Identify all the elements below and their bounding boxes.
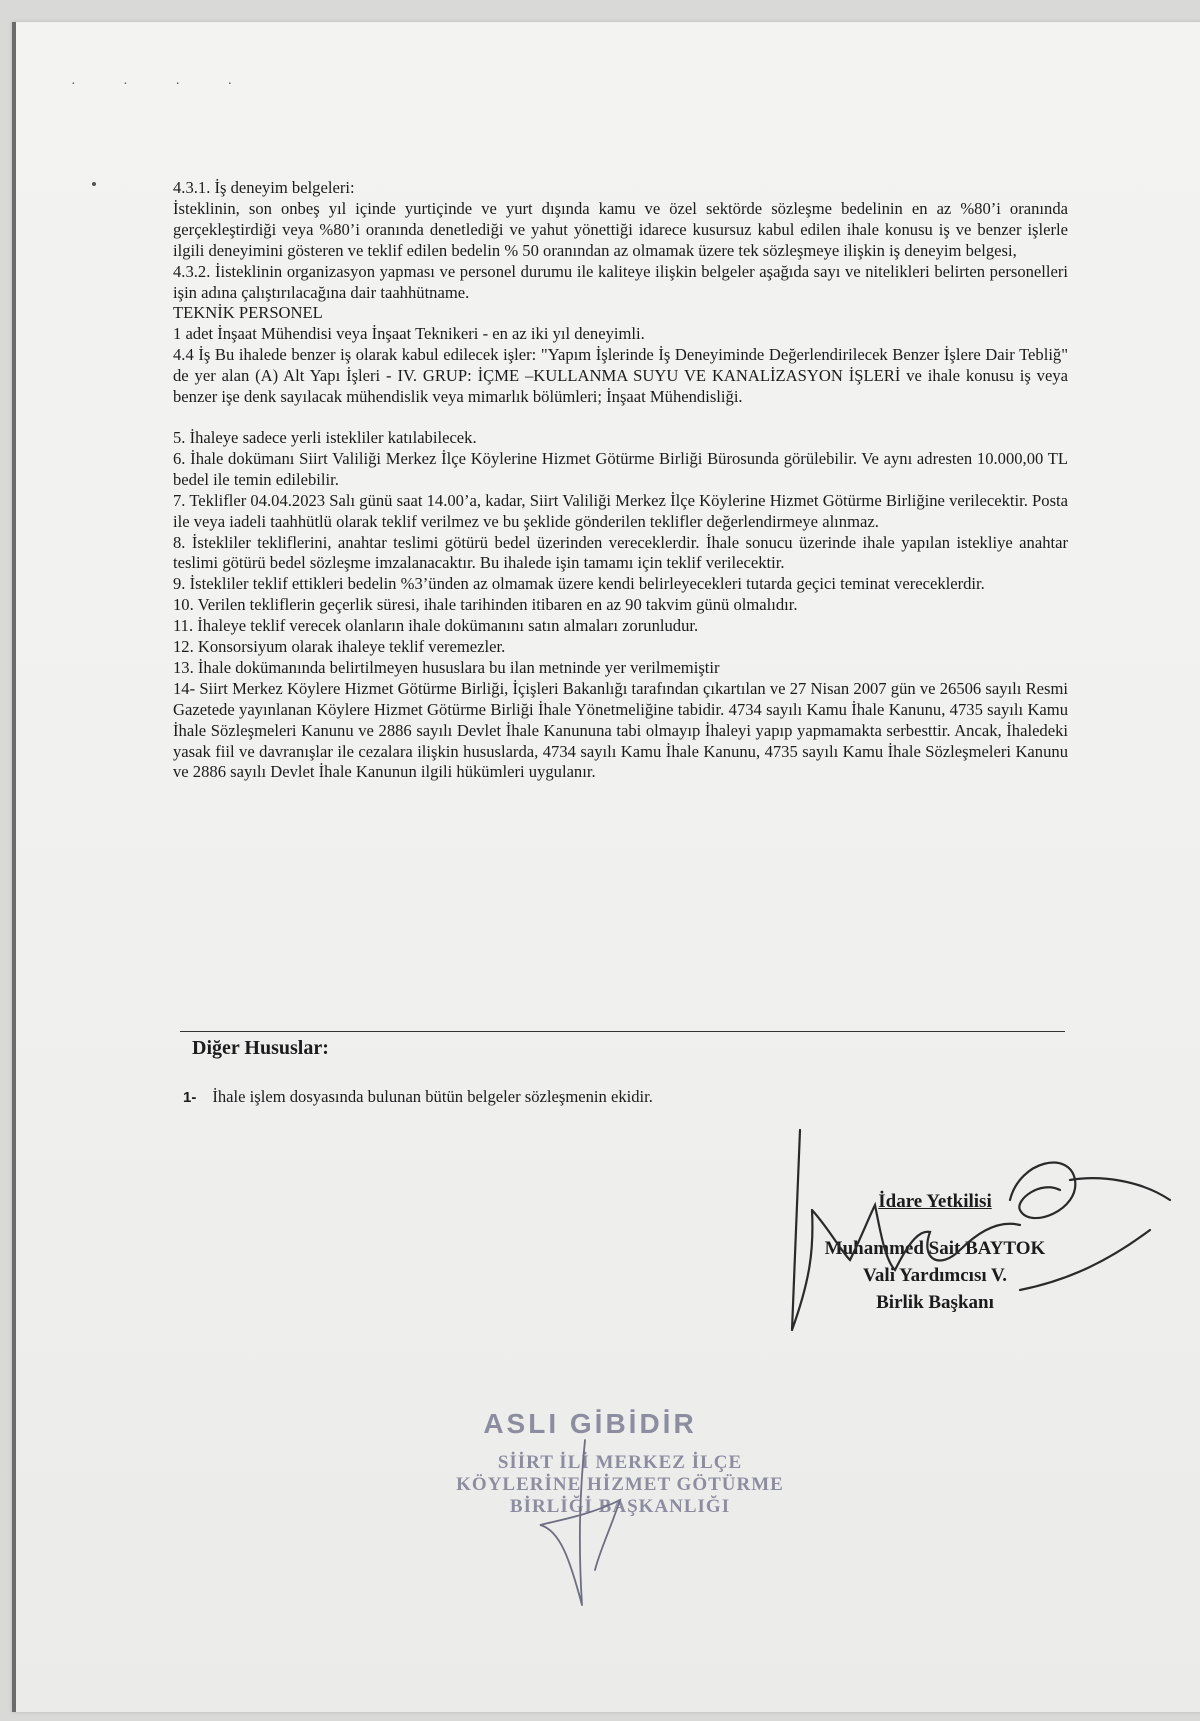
paragraph-6: 6. İhale dokümanı Siirt Valiliği Merkez İlçe Köylerine Hizmet Götürme Birliği Bürosunda görülebilir. Ve aynı adresten 10.000,00 TL bedel ile temin edilebilir.	[173, 448, 1068, 489]
paragraph-5: 5. İhaleye sadece yerli istekliler katılabilecek.	[173, 427, 477, 447]
paragraph-8: 8. İstekliler tekliflerini, anahtar teslimi götürü bedel üzerinden vereceklerdir. İhale sonucu üzerinde ihale yapılan istekliye anahtar teslimi götürü bedel sözleşme imzalanacaktır. Bu ihalede işin tamamı için teklif verilecektir.	[173, 532, 1068, 573]
stamp-line-2: SİİRT İLİ MERKEZ İLÇE	[497, 1452, 743, 1473]
paragraph-13: 13. İhale dokümanında belirtilmeyen hususlara bu ilan metninde yer verilmemiştir	[173, 657, 720, 677]
paragraph-11: 11. İhaleye teklif verecek olanların ihale dokümanını satın almaları zorunludur.	[173, 616, 699, 636]
signatory-title-2: Birlik Başkanı	[876, 1292, 994, 1313]
handwritten-signature	[770, 1120, 1190, 1340]
paragraph-432: 4.3.2. İisteklinin organizasyon yapması ve personel durumu ile kaliteye ilişkin belgeler aşağıda sayı ve nitelikleri belirten personelleri işin adına çalıştırılacağına dair taahhütname.	[173, 261, 1068, 302]
paragraph-431: İsteklinin, son onbeş yıl içinde yurtiçinde ve yurt dışında kamu ve özel sektörde sözleşme bedelinin en az %80’i oranında gerçekleştirdiği veya %80’i oranında denetlediği ve yahut yönettiği idarece kusursuz kabul edilen ihale konusu iş ve benzer işlerle ilgili deneyimini gösteren ve teklif edilen bedelin % 50 oranından az olmamak üzere tek sözleşmeye ilişkin iş deneyim belgesi,	[173, 198, 1068, 260]
stamp-certified-copy: ASLI GİBİDİR	[483, 1408, 697, 1439]
stamp-signature	[500, 1430, 680, 1610]
item-number: 1-	[183, 1089, 197, 1106]
signatory-name: Muhammed Sait BAYTOK	[824, 1238, 1046, 1259]
paragraph-12: 12. Konsorsiyum olarak ihaleye teklif veremezler.	[173, 637, 506, 657]
other-matters-title: Diğer Hususlar:	[192, 1037, 329, 1059]
scan-dot	[92, 182, 96, 186]
heading-technical-staff: TEKNİK PERSONEL	[173, 303, 323, 323]
section-divider	[180, 1031, 1065, 1032]
paragraph-44: 4.4 İş Bu ihalede benzer iş olarak kabul edilecek işler: "Yapım İşlerinde İş Deneyiminde Değerlendirilecek Benzer İşlere Dair Tebliğ" de yer alan (A) Alt Yapı İşleri - IV. GRUP: İÇME –KULLANMA SUYU VE KANALİZASYON İŞLERİ ve ihale konusu iş veya benzer işe denk sayılacak mühendislik veya mimarlık bölümleri; İnşaat Mühendisliği.	[173, 345, 1068, 407]
stamp-line-3: KÖYLERİNE HİZMET GÖTÜRME	[456, 1474, 784, 1495]
stamp-line-4: BİRLİĞİ BAŞKANLIĞI	[509, 1496, 731, 1517]
heading-431: 4.3.1. İş deneyim belgeleri:	[173, 178, 355, 197]
paragraph-10: 10. Verilen tekliflerin geçerlik süresi, ihale tarihinden itibaren en az 90 takvim günü olmalıdır.	[173, 595, 798, 615]
scan-marks: · · · ·	[71, 77, 255, 92]
paragraph-14: 14- Siirt Merkez Köylere Hizmet Götürme Birliği, İçişleri Bakanlığı tarafından çıkartılan ve 27 Nisan 2007 gün ve 26506 sayılı Resmi Gazetede yayınlanan Köylere Hizmet Götürme Birliği İhale Yönetmeliğine tabidir. 4734 sayılı Kamu İhale Kanunu, 4735 sayılı Kamu İhale Sözleşmeleri Kanunu ve 2886 sayılı Devlet İhale Kanununa tabi olmayıp İhaleyi yapıp yapmamakta serbesttir. Ancak, İhaledeki yasak fiil ve davranışlar ile cezalara ilişkin hususlarda, 4734 sayılı Kamu İhale Kanunu, 4735 sayılı Kamu İhale Sözleşmeleri Kanunu ve 2886 sayılı Devlet İhale Kanunun ilgili hükümleri uygulanır.	[173, 678, 1068, 782]
paragraph-9: 9. İstekliler teklif ettikleri bedelin %3’ünden az olmamak üzere kendi belirleyecekleri tutarda geçici teminat vereceklerdir.	[173, 574, 985, 594]
paragraph-staff: 1 adet İnşaat Mühendisi veya İnşaat Teknikeri - en az iki yıl deneyimli.	[173, 324, 645, 344]
signatory-role: İdare Yetkilisi	[878, 1191, 992, 1212]
tender-conditions	[173, 178, 1068, 783]
item-text: İhale işlem dosyasında bulunan bütün belgeler sözleşmenin ekidir.	[212, 1087, 653, 1106]
signatory-title: Vali Yardımcısı V.	[862, 1265, 1008, 1286]
other-matters-item	[183, 1087, 653, 1107]
paragraph-7: 7. Teklifler 04.04.2023 Salı günü saat 14.00’a, kadar, Siirt Valiliği Merkez İlçe Köylerine Hizmet Götürme Birliğine verilecektir. Posta ile veya iadeli taahhütlü olarak teklif verilmez ve bu şeklide gönderilen teklifler değerlendirmeye alınmaz.	[173, 490, 1068, 531]
